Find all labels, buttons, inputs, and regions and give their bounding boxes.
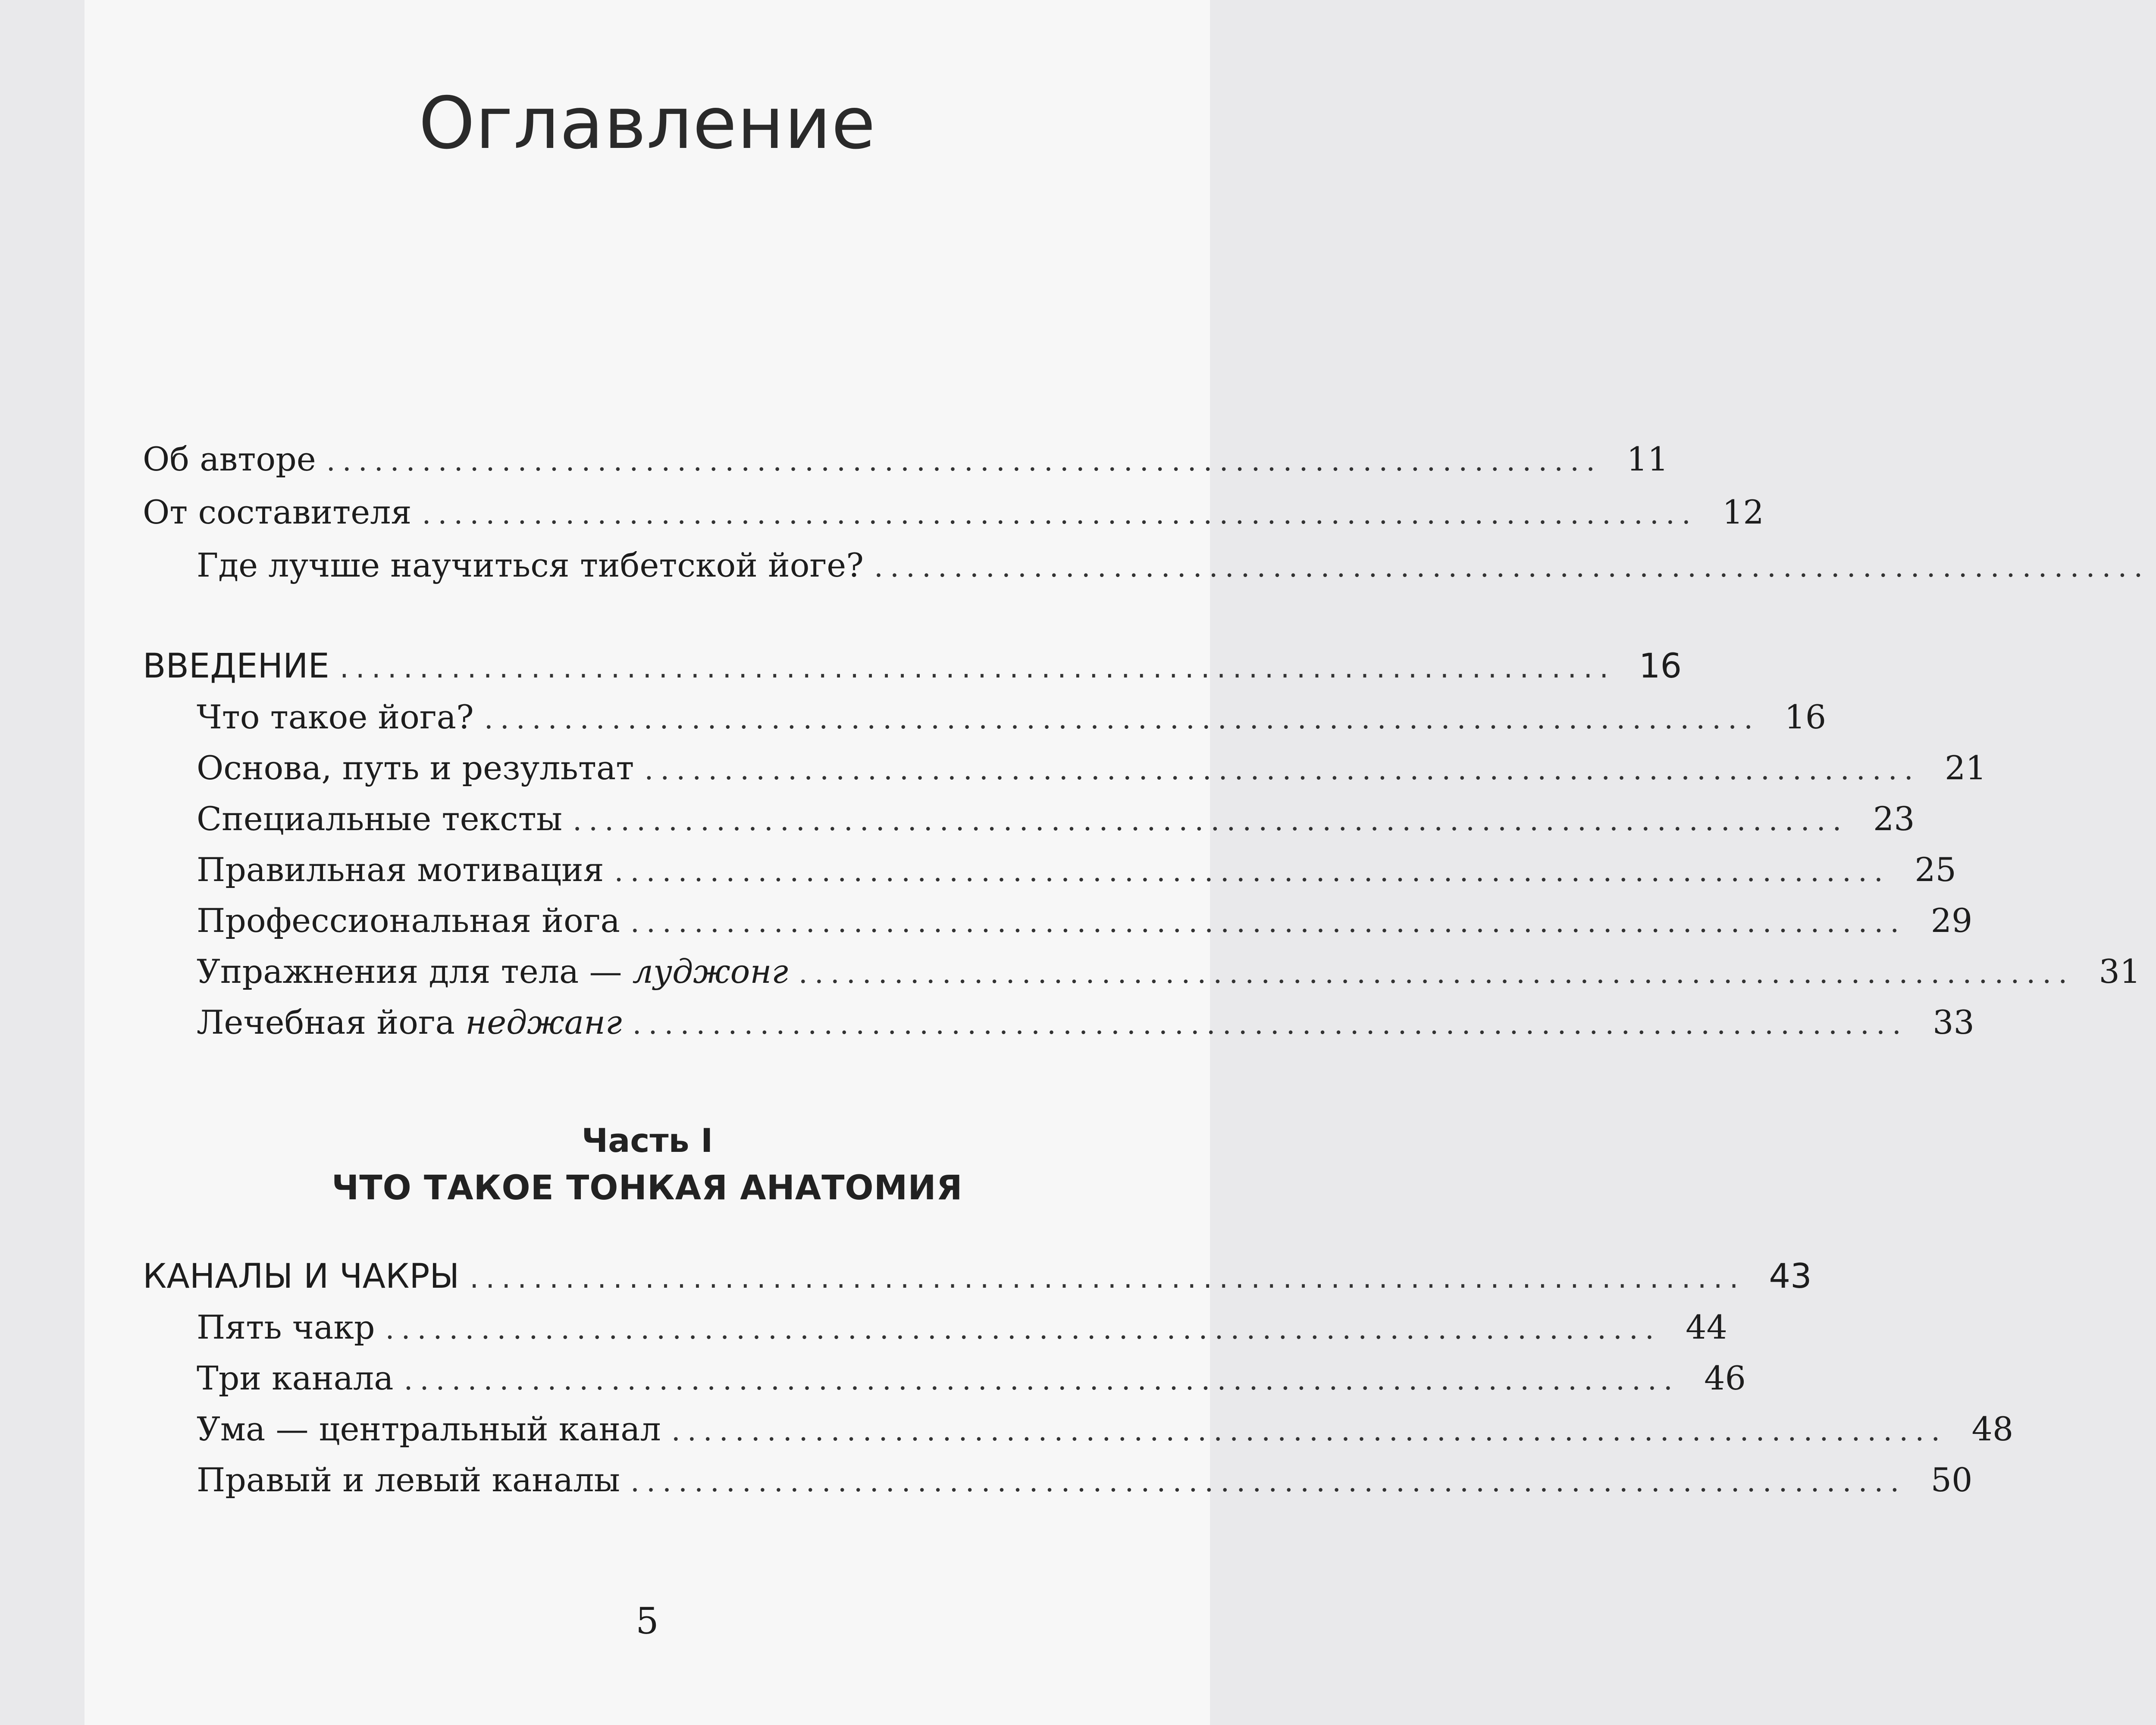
- toc-entry: [197, 749, 1987, 796]
- leader-dots: ................................................................................: [630, 1465, 1906, 1498]
- toc-entry: [197, 1359, 1746, 1406]
- toc-entry-page: 43: [1769, 1257, 1812, 1296]
- leader-dots: ................................................................................: [644, 753, 1920, 786]
- toc-entry-label: Где лучше научиться тибетской йоге?: [197, 546, 864, 584]
- toc-entry-page: 48: [1971, 1410, 2014, 1448]
- leader-dots: ................................................................................: [798, 957, 2075, 990]
- toc-entry-label: ВВЕДЕНИЕ: [143, 647, 329, 686]
- leader-dots: ................................................................................: [671, 1414, 1947, 1447]
- toc-entry: [143, 440, 1669, 487]
- toc-section-heading: [143, 1257, 1812, 1305]
- leader-dots: ................................................................................: [484, 702, 1760, 735]
- toc-entry-page: 29: [1930, 901, 1973, 940]
- toc-entry-label: Правильная мотивация: [197, 850, 604, 889]
- toc-entry: [143, 493, 1764, 540]
- toc-content: [85, 0, 2150, 1725]
- toc-entry-label: [197, 952, 788, 991]
- toc-entry-page: 50: [1930, 1461, 1973, 1499]
- leader-dots: ................................................................................: [385, 1312, 1661, 1346]
- toc-entry-label: Ума — центральный канал: [197, 1410, 661, 1448]
- toc-entry-label: Профессиональная йога: [197, 901, 620, 940]
- toc-entry-label: Специальные тексты: [197, 800, 563, 838]
- toc-entry-label: От составителя: [143, 493, 412, 531]
- toc-entry-page: 33: [1933, 1003, 1974, 1041]
- toc-entry-page: 12: [1722, 493, 1764, 531]
- leader-dots: ................................................................................: [630, 906, 1906, 939]
- book-page: [85, 0, 2150, 1725]
- part-title: ЧТО ТАКОЕ ТОНКАЯ АНАТОМИЯ: [332, 1169, 963, 1208]
- toc-entry: [197, 1308, 1727, 1355]
- toc-entry-page: 21: [1944, 749, 1987, 787]
- toc-entry: [197, 800, 1915, 847]
- leader-dots: ................................................................................: [573, 804, 1849, 837]
- leader-dots: ................................................................................: [404, 1363, 1680, 1396]
- leader-dots: ................................................................................: [874, 550, 2150, 583]
- toc-entry-label: [197, 1003, 622, 1041]
- toc-entry-page: 46: [1704, 1359, 1746, 1397]
- label-text: Упражнения для тела —: [197, 952, 633, 991]
- leader-dots: ................................................................................: [470, 1261, 1745, 1295]
- label-italic-term: неджанг: [465, 1003, 622, 1041]
- toc-entry-page: 25: [1915, 850, 1956, 889]
- leader-dots: ................................................................................: [614, 855, 1890, 888]
- label-text: Лечебная йога: [197, 1003, 466, 1041]
- leader-dots: ................................................................................: [339, 651, 1616, 684]
- toc-entry: [197, 1410, 2014, 1457]
- toc-entry: [197, 1003, 1974, 1051]
- part-label: Часть I: [581, 1121, 713, 1160]
- toc-entry-label: Что такое йога?: [197, 698, 474, 736]
- toc-entry-page: 16: [1639, 647, 1682, 686]
- toc-entry-page: 44: [1686, 1308, 1727, 1346]
- toc-entry: [197, 1461, 1973, 1508]
- toc-entry-page: 16: [1784, 698, 1827, 736]
- toc-entry-label: Об авторе: [143, 440, 316, 478]
- toc-entry-page: 23: [1873, 800, 1915, 838]
- toc-entry: [197, 698, 1827, 745]
- toc-entry: [197, 901, 1973, 949]
- toc-entry-label: КАНАЛЫ И ЧАКРЫ: [143, 1257, 460, 1296]
- toc-entry-label: Три канала: [197, 1359, 394, 1397]
- toc-entry: [197, 546, 2150, 593]
- label-italic-term: луджонг: [632, 952, 788, 991]
- page-number: 5: [636, 1600, 659, 1642]
- leader-dots: ................................................................................: [422, 497, 1698, 530]
- page-title: Оглавление: [418, 82, 876, 165]
- toc-entry-label: Правый и левый каналы: [197, 1461, 620, 1499]
- toc-entry: [197, 952, 2141, 1000]
- leader-dots: ................................................................................: [632, 1007, 1908, 1041]
- toc-entry-label: Пять чакр: [197, 1308, 375, 1346]
- toc-entry: [197, 850, 1956, 898]
- toc-entry-label: Основа, путь и результат: [197, 749, 634, 787]
- toc-entry-page: 11: [1626, 440, 1669, 478]
- toc-entry-page: 31: [2099, 952, 2141, 991]
- leader-dots: ................................................................................: [326, 444, 1602, 477]
- toc-section-heading: [143, 647, 1682, 694]
